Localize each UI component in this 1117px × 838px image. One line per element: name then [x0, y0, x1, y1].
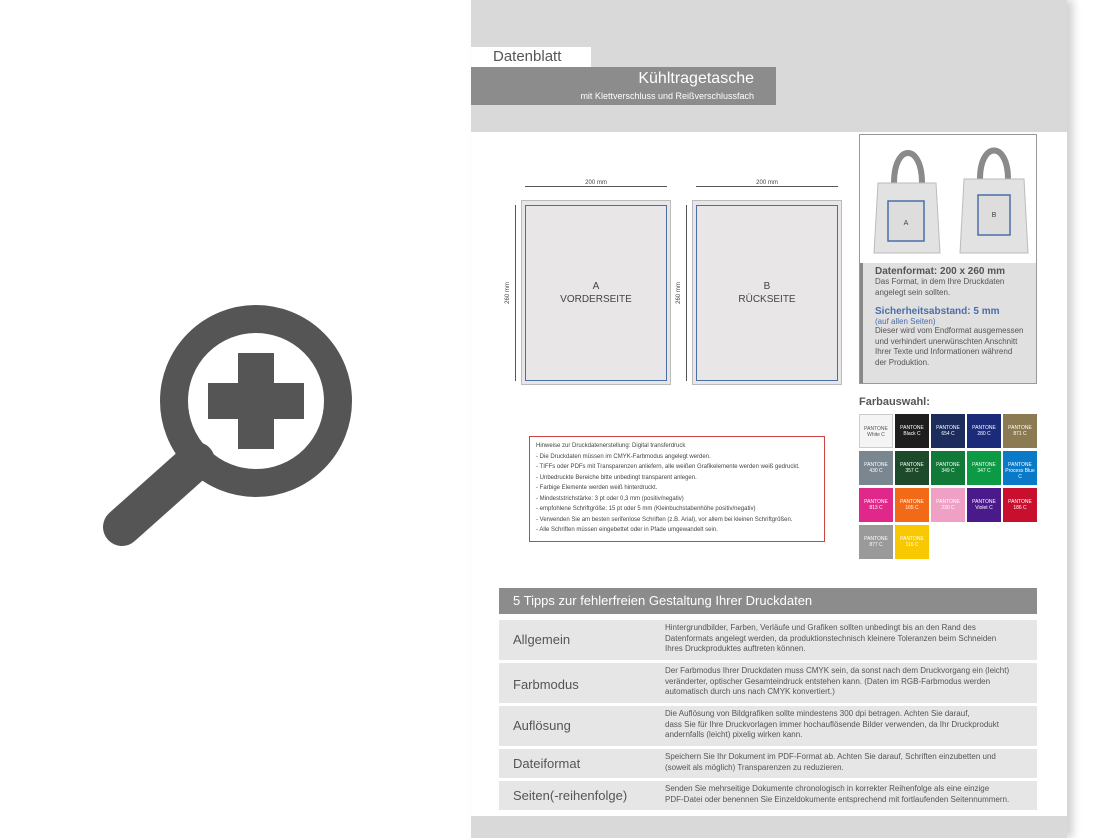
tip-text — [665, 709, 1035, 741]
footer-band — [471, 816, 1067, 838]
tip-line: Der Farbmodus Ihrer Druckdaten muss CMYK sein, da sonst nach dem Druckvorgang ein (leicht) — [665, 666, 1010, 675]
swatch-code: 871 C — [1013, 431, 1027, 437]
side-letter: B — [763, 281, 771, 292]
safety-text-line: Dieser wird vom Endformat ausgemessen — [875, 326, 1024, 335]
tip-row — [499, 749, 1037, 778]
height-dimension-line — [686, 205, 687, 381]
tip-key: Auflösung — [513, 718, 571, 733]
zoom-in-icon[interactable] — [100, 305, 360, 555]
swatch-brand: PANTONE — [900, 425, 924, 431]
photo-label-a: A — [903, 220, 909, 227]
width-dimension-line — [696, 186, 838, 187]
note-line: - Mindeststrichstärke: 3 pt oder 0,3 mm (positiv/negativ) — [536, 495, 684, 502]
height-dimension-label: 260 mm — [675, 282, 682, 304]
swatch-brand: PANTONE — [936, 425, 960, 431]
color-swatch[interactable] — [895, 488, 929, 522]
swatch-brand: PANTONE — [972, 499, 996, 505]
tip-line: andernfalls (leicht) pixelig wirken kann. — [665, 730, 803, 739]
height-dimension-line — [515, 205, 516, 381]
swatch-code: 813 C — [869, 505, 883, 511]
tip-line: PDF-Datei oder benennen Sie Einzeldokumente entsprechend mit fortlaufenden Seitennummern. — [665, 794, 1010, 804]
safety-text-line: Ihrer Texte und Informationen während — [875, 347, 1013, 356]
color-swatch[interactable] — [967, 451, 1001, 485]
swatch-code: 165 C — [905, 505, 919, 511]
swatch-brand: PANTONE — [864, 462, 888, 468]
datasheet-page — [471, 0, 1067, 838]
swatch-brand: PANTONE — [1008, 499, 1032, 505]
color-swatch[interactable] — [895, 414, 929, 448]
swatch-code: Violet C — [975, 505, 993, 511]
tip-line: Datenformats angelegt werden, da produktionstechnisch kleinere Toleranzen beim Schneiden — [665, 633, 997, 643]
note-line: - Farbige Elemente werden weiß hinterdruckt. — [536, 485, 658, 491]
color-swatch[interactable] — [1003, 451, 1037, 485]
title-bar — [471, 67, 776, 105]
swatch-brand: PANTONE — [1008, 425, 1032, 431]
tip-key: Farbmodus — [513, 677, 579, 692]
color-swatch[interactable] — [895, 451, 929, 485]
color-swatch[interactable] — [859, 488, 893, 522]
color-swatch[interactable] — [1003, 488, 1037, 522]
product-title: Kühltragetasche — [638, 70, 754, 87]
product-subtitle: mit Klettverschluss und Reißverschlussfach — [580, 91, 754, 101]
color-swatch[interactable] — [859, 525, 893, 559]
tip-line: Hintergrundbilder, Farben, Verläufe und Grafiken sollten unbedingt bis an den Rand des — [665, 623, 976, 632]
note-line: Hinweise zur Druckdatenerstellung: Digital transferdruck — [536, 443, 686, 449]
color-swatch[interactable] — [967, 414, 1001, 448]
side-label — [696, 280, 838, 306]
swatch-brand: PANTONE — [936, 499, 960, 505]
tip-row — [499, 663, 1037, 703]
side-name: RÜCKSEITE — [738, 294, 796, 305]
swatch-brand: PANTONE — [864, 426, 888, 432]
tip-row — [499, 620, 1037, 660]
color-swatch[interactable] — [931, 414, 965, 448]
tips-heading: 5 Tipps zur fehlerfreien Gestaltung Ihrer Druckdaten — [499, 588, 1037, 614]
format-title: Datenformat: 200 x 260 mm — [875, 266, 1006, 277]
side-letter: A — [592, 281, 600, 292]
tip-line: Speichern Sie Ihr Dokument im PDF-Format ab. Achten Sie darauf, Schriften einzubetten und — [665, 752, 996, 761]
swatch-code: 116 C — [905, 542, 919, 548]
color-swatch[interactable] — [931, 451, 965, 485]
width-dimension-label: 200 mm — [585, 180, 607, 186]
tip-row — [499, 706, 1037, 746]
tip-text — [665, 623, 1035, 655]
swatch-code: 280 C — [977, 431, 991, 437]
color-selection-title: Farbauswahl: — [859, 396, 930, 408]
tip-line: Ihres Druckproduktes auftreten können. — [665, 644, 806, 653]
product-photo-box — [859, 134, 1037, 384]
swatch-code: Process Blue C — [1005, 468, 1035, 480]
swatch-brand: PANTONE — [972, 425, 996, 431]
swatch-brand: PANTONE — [864, 499, 888, 505]
swatch-code: 357 C — [905, 468, 919, 474]
note-line: - Die Druckdaten müssen im CMYK-Farbmodus angelegt werden. — [536, 453, 711, 460]
swatch-brand: PANTONE — [936, 462, 960, 468]
color-swatch[interactable] — [1003, 414, 1037, 448]
swatch-code: 186 C — [1013, 505, 1027, 511]
note-line: - TIFFs oder PDFs mit Transparenzen anliefern, alle weißen Grafikelemente werden weiß gedruckt. — [536, 464, 800, 470]
format-text-line: angelegt sein sollten. — [875, 287, 951, 297]
drawing-back — [675, 180, 842, 388]
color-swatch[interactable] — [895, 525, 929, 559]
swatch-code: 349 C — [941, 468, 955, 474]
format-text-line: Das Format, in dem Ihre Druckdaten — [875, 277, 1005, 286]
drawing-front — [504, 180, 671, 388]
tip-line: (soweit als möglich) Transparenzen zu reduzieren. — [665, 762, 844, 772]
tip-text — [665, 784, 1035, 805]
swatch-brand: PANTONE — [972, 462, 996, 468]
swatch-code: 654 C — [941, 431, 955, 437]
print-notes — [529, 436, 825, 542]
note-line: - Alle Schriften müssen eingebettet oder in Pfade umgewandelt sein. — [536, 527, 718, 533]
side-name: VORDERSEITE — [560, 294, 632, 305]
tip-line: Senden Sie mehrseitige Dokumente chronologisch in korrekter Reihenfolge als eine einzige — [665, 784, 990, 793]
note-line: - Unbedruckte Bereiche bitte unbedingt transparent anlegen. — [536, 474, 697, 481]
swatch-brand: PANTONE — [900, 462, 924, 468]
side-label — [525, 280, 667, 306]
tip-key: Dateiformat — [513, 756, 581, 771]
product-photo — [860, 135, 1036, 263]
safety-title: Sicherheitsabstand: 5 mm — [875, 306, 1000, 317]
tip-line: veränderter, optischer Gesamteindruck entstehen kann. (Daten im RGB-Farbmodus werden — [665, 676, 991, 686]
tip-line: Die Auflösung von Bildgrafiken sollte mindestens 300 dpi betragen. Achten Sie darauf, — [665, 709, 970, 718]
tip-text — [665, 666, 1035, 698]
height-dimension-label: 260 mm — [504, 282, 511, 304]
tip-row — [499, 781, 1037, 810]
swatch-code: 430 C — [869, 468, 883, 474]
swatch-code: 347 C — [977, 468, 991, 474]
swatch-code: White C — [867, 432, 885, 438]
color-swatch[interactable] — [859, 451, 893, 485]
swatch-brand: PANTONE — [900, 536, 924, 542]
color-swatch[interactable] — [967, 488, 1001, 522]
color-swatch[interactable] — [931, 488, 965, 522]
tip-key: Seiten(-reihenfolge) — [513, 788, 628, 803]
note-line: - empfohlene Schriftgröße: 15 pt oder 5 mm (Kleinbuchstabenhöhe positiv/negativ) — [536, 506, 756, 512]
swatch-brand: PANTONE — [900, 499, 924, 505]
photo-label-b: B — [991, 212, 997, 219]
swatch-brand: PANTONE — [1008, 462, 1032, 468]
swatch-brand: PANTONE — [864, 536, 888, 542]
format-caption — [860, 263, 1036, 383]
color-swatch[interactable] — [859, 414, 893, 448]
tip-line: dass Sie für Ihre Druckvorlagen immer hochauflösende Bilder verwenden, da Ihr Druckprodukt — [665, 719, 999, 729]
tip-key: Allgemein — [513, 632, 571, 647]
tip-text — [665, 752, 1035, 773]
tip-line: automatisch durch uns nach CMYK konvertiert.) — [665, 687, 835, 696]
safety-text-line: und verhindert unerwünschten Anschnitt — [875, 336, 1018, 346]
width-dimension-label: 200 mm — [756, 180, 778, 186]
safety-text-line: der Produktion. — [875, 357, 930, 367]
swatch-code: Black C — [903, 431, 921, 437]
safety-subtitle: (auf allen Seiten) — [875, 317, 936, 326]
swatch-code: 877 C — [869, 542, 883, 548]
swatch-code: 230 C — [941, 505, 955, 511]
datasheet-tag: Datenblatt — [471, 47, 591, 67]
note-line: - Verwenden Sie am besten serifenlose Schriften (z.B. Arial), vor allem bei kleinen Schriftgrößen. — [536, 516, 793, 523]
width-dimension-line — [525, 186, 667, 187]
